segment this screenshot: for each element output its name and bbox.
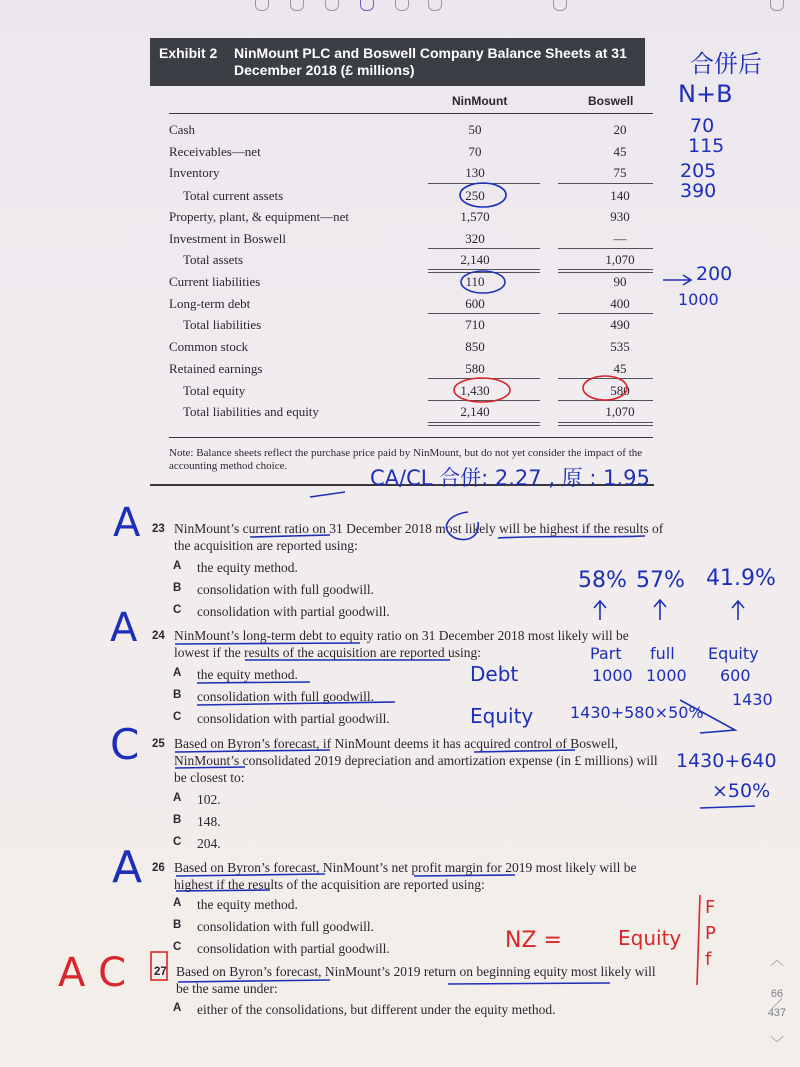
question-number: 25: [152, 738, 165, 750]
table-row: Receivables—net 70 45: [169, 144, 627, 159]
page-number[interactable]: 66: [770, 988, 784, 1000]
circle-mark: [454, 378, 510, 402]
question-number: 24: [152, 630, 165, 642]
table-row: Total current assets 250 140: [183, 188, 630, 203]
question-27-text: Based on Byron’s forecast, NinMount’s 2019 return on beginning equity most likely will be the same under:: [176, 964, 656, 996]
exhibit-label: Exhibit 2: [159, 45, 218, 61]
box-mark: [151, 952, 167, 980]
underline-mark: [448, 983, 610, 984]
question-23-text: NinMount’s current ratio on 31 December 2018 most likely will be highest if the results of the acquisition are reported using:: [174, 521, 664, 553]
table-row: Total liabilities and equity 2,140 1,070: [183, 404, 635, 419]
option-25-b[interactable]: B 148.: [173, 814, 221, 829]
underline-mark: [176, 874, 325, 876]
underline-mark: [498, 536, 645, 538]
table-row: Property, plant, & equipment—net 1,570 930: [169, 209, 630, 224]
page-total: 437: [767, 1007, 787, 1019]
option-26-a[interactable]: A the equity method.: [173, 897, 298, 912]
table-row: Total liabilities 710 490: [183, 317, 630, 332]
table-row: Total assets 2,140 1,070: [183, 252, 635, 267]
table-row: Long-term debt 600 400: [169, 296, 630, 311]
circle-mark: [446, 512, 478, 540]
underline-mark: [250, 535, 330, 537]
option-25-a[interactable]: A 102.: [173, 792, 221, 807]
question-25-text: Based on Byron’s forecast, if NinMount deems it has acquired control of Boswell, NinMount’s consolidated 2019 depreciation and amortization expense (in £ millions) will be closest to:: [174, 736, 658, 785]
arrow-mark: [663, 275, 691, 285]
exhibit-title: NinMount PLC and Boswell Company Balance Sheets at 31 December 2018 (£ millions): [234, 45, 627, 78]
option-26-c[interactable]: C consolidation with partial goodwill.: [173, 941, 390, 956]
table-row: Common stock 850 535: [169, 339, 630, 354]
underline-mark: [197, 702, 395, 705]
option-27-a[interactable]: A either of the consolidations, but different under the equity method.: [173, 1002, 556, 1017]
table-row: Retained earnings 580 45: [169, 361, 627, 376]
exhibit-note: Note: Balance sheets reflect the purchase price paid by NinMount, but do not yet consider the impact of the accounting method choice.: [169, 447, 643, 472]
table-row: Total equity 1,430 580: [183, 383, 630, 398]
option-23-c[interactable]: C consolidation with partial goodwill.: [173, 604, 390, 619]
question-number: 27: [154, 966, 167, 978]
underline-mark: [175, 767, 245, 768]
table-row: Inventory 130 75: [169, 165, 627, 180]
table-row: Investment in Boswell 320 —: [169, 231, 627, 246]
question-26-text: Based on Byron’s forecast, NinMount’s net profit margin for 2019 most likely will be highest if the results of the acquisition are reported using:: [174, 860, 637, 892]
underline-mark: [175, 750, 330, 752]
arrow-mark: [654, 600, 666, 620]
col-header-ninmount: NinMount: [452, 94, 508, 108]
underline-mark: [178, 980, 330, 982]
col-header-boswell: Boswell: [588, 94, 634, 108]
chevron-down-icon[interactable]: ﹀: [770, 1035, 784, 1051]
underline-mark: [414, 875, 515, 876]
page-sidebar: [760, 950, 794, 1053]
circle-mark: [583, 376, 627, 400]
option-24-b[interactable]: B consolidation with full goodwill.: [173, 689, 374, 704]
question-24-text: NinMount’s long-term debt to equity ratio on 31 December 2018 most likely will be lowest if the results of the acquisition are reported using:: [174, 628, 629, 660]
underline-mark: [310, 492, 345, 497]
underline-mark: [197, 682, 310, 683]
bracket-mark: [697, 895, 700, 985]
question-number: 23: [152, 523, 165, 535]
underline-mark: [175, 643, 360, 644]
option-23-b[interactable]: B consolidation with full goodwill.: [173, 582, 374, 597]
arrow-mark: [732, 601, 744, 620]
option-26-b[interactable]: B consolidation with full goodwill.: [173, 919, 374, 934]
chevron-up-icon[interactable]: ︿: [770, 952, 784, 968]
circle-mark: [460, 183, 506, 207]
option-25-c[interactable]: C 204.: [173, 836, 221, 851]
option-24-a[interactable]: A the equity method.: [173, 667, 298, 682]
question-number: 26: [152, 862, 165, 874]
arrow-mark: [594, 601, 606, 620]
underline-mark: [700, 806, 755, 808]
option-23-a[interactable]: A the equity method.: [173, 560, 298, 575]
table-row: Cash 50 20: [169, 122, 627, 137]
option-24-c[interactable]: C consolidation with partial goodwill.: [173, 711, 390, 726]
underline-mark: [474, 750, 575, 752]
table-row: Current liabilities 110 90: [169, 274, 627, 289]
underline-mark: [176, 890, 270, 891]
circle-mark: [461, 271, 505, 293]
